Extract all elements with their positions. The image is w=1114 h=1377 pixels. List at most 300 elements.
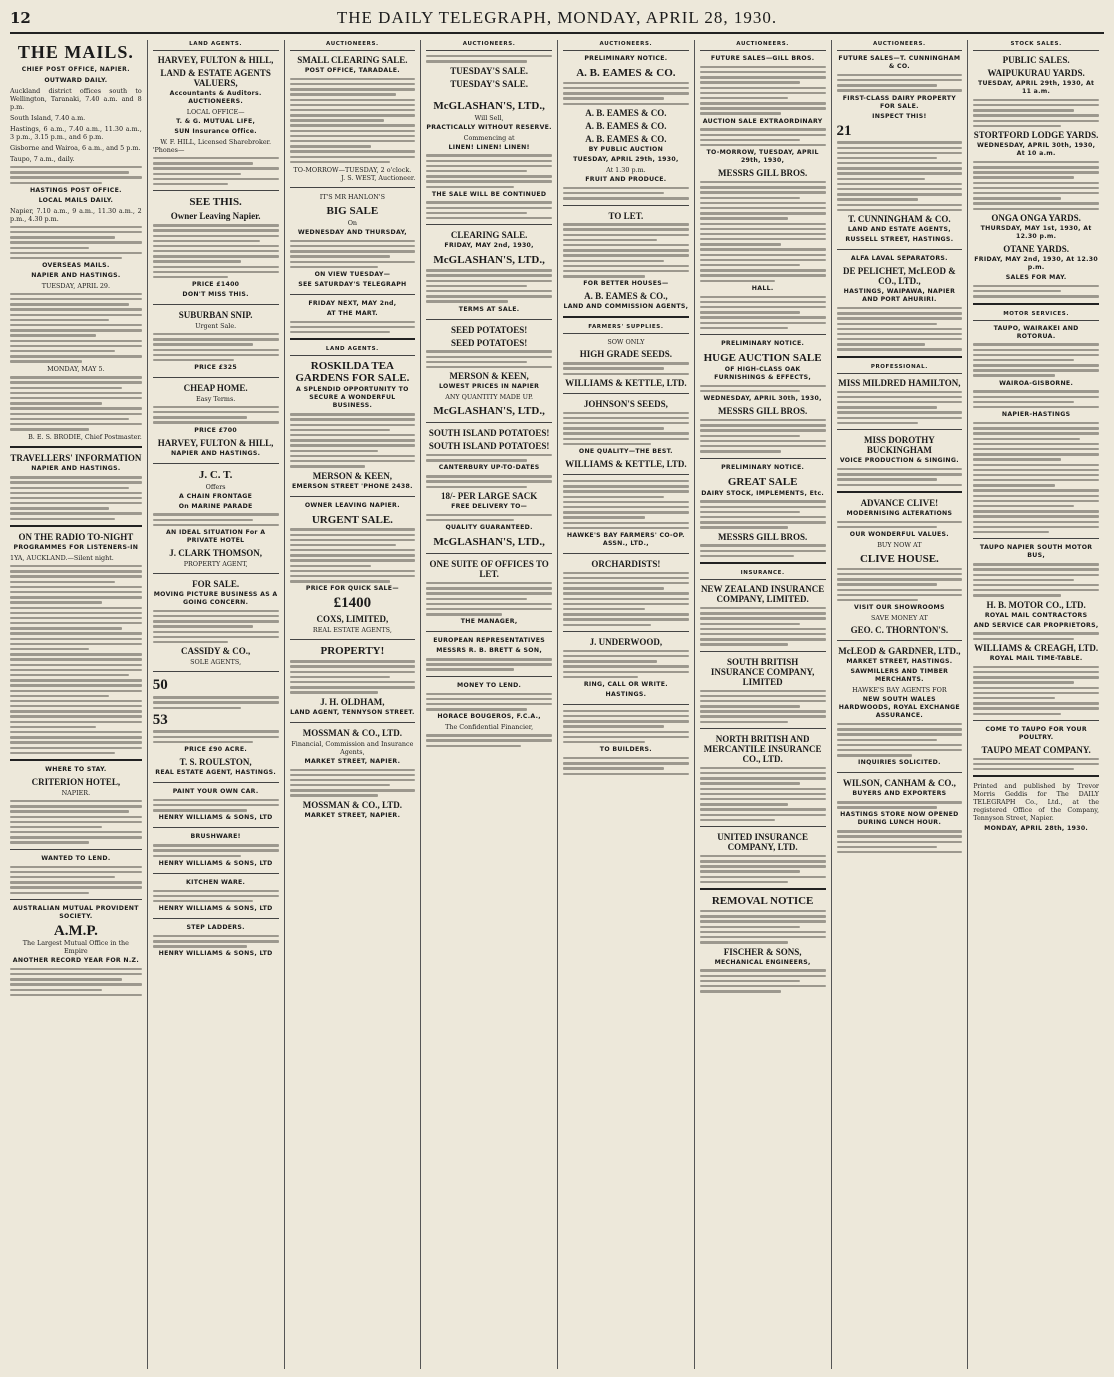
- outward-label: OUTWARD DAILY.: [44, 77, 108, 84]
- auction-extraordinary: AUCTION SALE EXTRAORDINARY: [702, 117, 823, 125]
- text-block: [153, 890, 279, 903]
- text-block: [153, 157, 279, 185]
- text-block: [973, 390, 1099, 408]
- text-block: [153, 730, 279, 743]
- radio-line: 1YA, AUCKLAND.—Silent night.: [10, 554, 114, 563]
- text-block: [563, 82, 689, 105]
- date-line: MONDAY, MAY 5.: [47, 365, 105, 374]
- text-block: [837, 521, 963, 529]
- text-block: [837, 74, 963, 92]
- post-office-taradale: POST OFFICE, TARADALE.: [304, 67, 400, 74]
- text-block: [290, 769, 416, 797]
- text-block: [700, 419, 826, 453]
- page-number: 12: [10, 9, 31, 27]
- tomorrow-date: TO-MORROW, TUESDAY, APRIL 29th, 1930,: [706, 149, 819, 165]
- price: PRICE £325: [194, 364, 237, 372]
- newspaper-title: THE DAILY TELEGRAPH, MONDAY, APRIL 28, 1930.: [336, 8, 778, 27]
- section-heading: AUCTIONEERS.: [290, 40, 416, 51]
- hall-label: HALL.: [751, 284, 774, 292]
- section-heading: AUCTIONEERS.: [426, 40, 552, 51]
- sales-for-may: SALES FOR MAY.: [1005, 274, 1067, 281]
- lowest-prices: LOWEST PRICES IN NAPIER: [439, 383, 540, 391]
- text-block: [837, 801, 963, 809]
- suburban-snip: SUBURBAN SNIP.: [178, 310, 253, 321]
- text-block: [153, 224, 279, 278]
- sale-date: THURSDAY, MAY 1st, 1930, At 12.30 p.m.: [980, 225, 1092, 240]
- text-block: [837, 723, 963, 757]
- firm-line: Accountants & Auditors. AUCTIONEERS.: [169, 90, 262, 105]
- text-block: [837, 391, 963, 425]
- brushware-heading: BRUSHWARE!: [190, 833, 241, 841]
- text-block: [563, 710, 689, 744]
- sole-agents: SOLE AGENTS,: [190, 658, 242, 667]
- small-clearing-sale: SMALL CLEARING SALE.: [297, 55, 408, 65]
- text-block: [973, 161, 1099, 210]
- on-view: ON VIEW TUESDAY—: [314, 270, 391, 278]
- section-heading: STOCK SALES.: [973, 40, 1099, 51]
- hb-motor-co: H. B. MOTOR CO., LTD.: [986, 599, 1086, 610]
- text-block: [700, 385, 826, 393]
- tomorrow-line: TO-MORROW—TUESDAY, 2 o'clock.: [293, 165, 412, 174]
- column-mails: [10, 40, 147, 1369]
- auctioneer-sign: J. S. WEST, Auctioneer.: [341, 173, 416, 182]
- high-grade-seeds: HIGH GRADE SEEDS.: [579, 349, 673, 360]
- thornton: GEO. C. THORNTON'S.: [850, 625, 949, 636]
- sun-insurance: SUN Insurance Office.: [174, 128, 257, 135]
- to-builders: TO BUILDERS.: [599, 746, 652, 754]
- text-block: [837, 568, 963, 602]
- text-block: [153, 935, 279, 948]
- text-block: [563, 362, 689, 375]
- agents-for: HAWKE'S BAY AGENTS FOR: [852, 686, 947, 695]
- text-block: [290, 413, 416, 467]
- voice-production: VOICE PRODUCTION & SINGING.: [839, 457, 959, 465]
- text-block: [426, 350, 552, 368]
- section-heading: FARMERS' SUPPLIES.: [563, 323, 689, 334]
- masthead: [10, 8, 1104, 34]
- hastings-label: HASTINGS.: [605, 690, 647, 698]
- abe-eames: A. B. EAMES & CO.: [585, 107, 667, 118]
- paint-heading: PAINT YOUR OWN CAR.: [172, 788, 259, 796]
- amp-logo: A.M.P.: [53, 922, 98, 939]
- mossman-address: MARKET STREET, NAPIER.: [304, 757, 401, 765]
- without-reserve: PRACTICALLY WITHOUT RESERVE.: [426, 123, 552, 131]
- text-block: [563, 572, 689, 626]
- price: PRICE £1400: [191, 281, 240, 289]
- text-block: [426, 693, 552, 711]
- cheap-home: CHEAP HOME.: [183, 383, 248, 394]
- tg-mutual: T. & G. MUTUAL LIFE,: [176, 118, 256, 125]
- imprint: Printed and published by Trevor Morris Geddis for The DAILY TELEGRAPH Co., Ltd., at the registered Office of the Company, Tennyson Street, Napier.: [973, 782, 1099, 823]
- section-heading: LAND AGENTS.: [153, 40, 279, 51]
- big-sale: BIG SALE: [326, 204, 379, 217]
- mail-line: Hastings, 6 a.m., 7.40 a.m., 11.30 a.m., 3 p.m., 3.15 p.m., and 6 p.m.: [10, 125, 142, 141]
- sale-continued: THE SALE WILL BE CONTINUED: [431, 190, 547, 198]
- text-block: [153, 610, 279, 644]
- mcglashans: McGLASHAN'S, LTD.,: [433, 405, 545, 418]
- text-block: [426, 475, 552, 488]
- see-this-heading: SEE THIS.: [189, 196, 242, 209]
- travellers-sub: NAPIER AND HASTINGS.: [31, 465, 121, 473]
- sale-date: FRIDAY, MAY 2nd, 1930,: [444, 242, 534, 250]
- taupo-bus: TAUPO NAPIER SOUTH MOTOR BUS,: [979, 544, 1093, 560]
- financier: The Confidential Financier,: [445, 723, 534, 732]
- overseas-mails-label: OVERSEAS MAILS.: [42, 262, 110, 270]
- jct-heading: J. C. T.: [198, 468, 233, 481]
- text-block: [700, 855, 826, 883]
- chain-frontage: A CHAIN FRONTAGE: [179, 492, 253, 500]
- clive-house: CLIVE HOUSE.: [859, 553, 939, 566]
- text-block: [290, 321, 416, 334]
- text-block: [426, 269, 552, 303]
- text-block: [700, 128, 826, 146]
- text-block: [290, 240, 416, 268]
- oldham-line: LAND AGENT, TENNYSON STREET.: [290, 708, 415, 716]
- kitchen-heading: KITCHEN WARE.: [186, 878, 246, 886]
- local-office-label: LOCAL OFFICE—: [186, 108, 245, 116]
- henry-williams: HENRY WILLIAMS & SONS, LTD: [158, 950, 273, 958]
- come-to-taupo: COME TO TAUPO FOR YOUR POULTRY.: [985, 725, 1087, 741]
- urgent-sale: Urgent Sale.: [195, 322, 237, 331]
- text-block: [563, 223, 689, 277]
- timetable: ROYAL MAIL TIME-TABLE.: [989, 655, 1083, 663]
- mail-line: Gisborne and Wairoa, 6 a.m., and 5 p.m.: [10, 144, 141, 152]
- roulston-line: REAL ESTATE AGENT, HASTINGS.: [155, 769, 276, 777]
- section-heading: AUCTIONEERS.: [700, 40, 826, 51]
- ideal-situation: AN IDEAL SITUATION For A PRIVATE HOTEL: [165, 529, 266, 545]
- coxs-line: REAL ESTATE AGENTS,: [312, 626, 392, 635]
- to-let: TO LET.: [608, 210, 644, 221]
- wed-date: WEDNESDAY, APRIL 30th, 1930,: [703, 395, 822, 403]
- stortford-lodge: STORTFORD LODGE YARDS.: [973, 130, 1099, 141]
- firm-line: NAPIER AND HASTINGS.: [171, 449, 261, 457]
- firm-name: HARVEY, FULTON & HILL,: [157, 55, 274, 65]
- owner-leaving: OWNER LEAVING NAPIER.: [304, 501, 400, 509]
- onga-onga-yards: ONGA ONGA YARDS.: [991, 213, 1081, 223]
- auction-time: At 1.30 p.m.: [606, 165, 646, 174]
- text-block: [563, 187, 689, 200]
- property-heading: PROPERTY!: [320, 645, 385, 658]
- text-block: [10, 800, 142, 844]
- offers-label: Offers: [205, 482, 226, 491]
- text-block: [700, 181, 826, 282]
- preliminary-notice: PRELIMINARY NOTICE.: [721, 340, 805, 348]
- wilson-canham: WILSON, CANHAM & CO.,: [842, 778, 956, 789]
- text-block: [153, 513, 279, 526]
- sharebroker: W. F. HILL, Licensed Sharebroker.: [160, 138, 272, 146]
- section-heading: INSURANCE.: [700, 569, 826, 580]
- south-island-potatoes: SOUTH ISLAND POTATOES!: [428, 441, 550, 452]
- great-sale: GREAT SALE: [727, 475, 798, 488]
- mail-line: Taupo, 7 a.m., daily.: [10, 155, 75, 163]
- text-block: [10, 866, 142, 894]
- text-block: [700, 969, 826, 992]
- text-block: [153, 799, 279, 812]
- abe-eames: A. B. EAMES & CO.: [576, 67, 676, 79]
- merson-keen: MERSON & KEEN,: [449, 371, 529, 382]
- ring-call-write: RING, CALL OR WRITE.: [583, 680, 668, 688]
- text-block: [290, 660, 416, 694]
- the-manager: THE MANAGER,: [460, 618, 518, 626]
- north-british: NORTH BRITISH AND MERCANTILE INSURANCE CO., LTD.: [703, 734, 822, 765]
- clark-thomson: J. CLARK THOMSON,: [169, 548, 263, 559]
- text-block: [153, 844, 279, 857]
- mildred-hamilton: MISS MILDRED HAMILTON,: [838, 377, 961, 388]
- european-reps: EUROPEAN REPRESENTATIVES: [433, 637, 546, 645]
- acres-50: 50: [152, 677, 168, 694]
- imprint-date: MONDAY, APRIL 28th, 1930.: [984, 825, 1089, 833]
- on-label: On: [347, 218, 358, 227]
- step-ladders-heading: STEP LADDERS.: [186, 924, 245, 932]
- johnsons-seeds: JOHNSON'S SEEDS,: [583, 398, 668, 409]
- russell-street: RUSSELL STREET, HASTINGS.: [845, 236, 954, 244]
- text-block: [700, 767, 826, 821]
- south-british: SOUTH BRITISH INSURANCE COMPANY, LIMITED: [710, 656, 815, 687]
- underwood: J. UNDERWOOD,: [589, 636, 663, 647]
- henry-williams: HENRY WILLIAMS & SONS, LTD: [158, 905, 273, 913]
- removal-notice: REMOVAL NOTICE: [711, 895, 814, 908]
- preliminary-notice: PRELIMINARY NOTICE.: [721, 463, 805, 471]
- text-block: [153, 696, 279, 709]
- text-block: [426, 454, 552, 462]
- dairy-property: FIRST-CLASS DAIRY PROPERTY FOR SALE.: [842, 94, 957, 110]
- column-auctioneers-1: [284, 40, 421, 1369]
- hastings-po-label: HASTINGS POST OFFICE.: [29, 186, 122, 194]
- sawmillers: SAWMILLERS AND TIMBER MERCHANTS.: [850, 668, 949, 684]
- text-block: [426, 55, 552, 63]
- text-block: [973, 422, 1099, 533]
- radio-sub: PROGRAMMES FOR LISTENERS-IN: [13, 544, 139, 552]
- text-block: [837, 468, 963, 486]
- taupo-wairakei: TAUPO, WAIRAKEI AND ROTORUA.: [993, 324, 1079, 340]
- mails-subtitle: CHIEF POST OFFICE, NAPIER.: [21, 66, 130, 73]
- mail-line: Auckland district offices south to Wellington, Taranaki, 7.40 a.m. and 8 p.m.: [10, 87, 142, 111]
- sale-days: WEDNESDAY AND THURSDAY,: [297, 228, 407, 236]
- section-heading: AUCTIONEERS.: [563, 40, 689, 51]
- store-opened: HASTINGS STORE NOW OPENED DURING LUNCH HOUR.: [840, 811, 959, 827]
- cunningham: T. CUNNINGHAM & CO.: [848, 214, 951, 225]
- orchardists: ORCHARDISTS!: [591, 558, 661, 569]
- fischer-sons: FISCHER & SONS,: [723, 946, 802, 957]
- easy-terms: Easy Terms.: [195, 395, 236, 404]
- for-sale-heading: FOR SALE.: [192, 579, 240, 590]
- market-street: MARKET STREET, HASTINGS.: [846, 658, 953, 666]
- text-block: [426, 201, 552, 219]
- text-block: [10, 476, 142, 520]
- price-amount: £1400: [333, 595, 372, 612]
- text-block: [973, 99, 1099, 127]
- marine-parade: On MARINE PARADE: [178, 502, 253, 510]
- price-label: PRICE FOR QUICK SALE—: [305, 585, 399, 593]
- hotel-town: NAPIER.: [61, 789, 91, 798]
- future-sales: FUTURE SALES—GILL BROS.: [710, 55, 815, 62]
- at-the-mart: AT THE MART.: [326, 309, 378, 317]
- huge-auction-sale: HUGE AUCTION SALE: [703, 352, 822, 365]
- visit-showrooms: VISIT OUR SHOWROOMS: [854, 604, 945, 612]
- merson-address: EMERSON STREET 'PHONE 2438.: [291, 482, 413, 490]
- service-car: AND SERVICE CAR PROPRIETORS,: [973, 621, 1099, 629]
- nsw-hardwoods: NEW SOUTH WALES HARDWOODS, ROYAL EXCHANGE ASSURANCE.: [838, 696, 960, 720]
- commencing: Commencing at: [463, 133, 515, 142]
- inspect-this: INSPECT THIS!: [872, 112, 927, 120]
- column-auctioneers-3: [557, 40, 694, 1369]
- see-saturday: SEE SATURDAY'S TELEGRAPH: [298, 280, 407, 288]
- williams-kettle: WILLIAMS & KETTLE, LTD.: [565, 459, 687, 470]
- cassidy-co: CASSIDY & CO.,: [181, 646, 251, 657]
- text-block: [837, 830, 963, 853]
- text-block: [837, 141, 963, 211]
- royal-mail: ROYAL MAIL CONTRACTORS: [984, 611, 1088, 619]
- merson-keen: MERSON & KEEN,: [312, 470, 392, 481]
- text-block: [700, 690, 826, 724]
- sale-date: TUESDAY, APRIL 29th, 1930, At 11 a.m.: [977, 80, 1095, 95]
- text-block: [973, 563, 1099, 597]
- column-land-agents: [147, 40, 284, 1369]
- acres-53: 53: [152, 711, 168, 728]
- property-agent: PROPERTY AGENT,: [183, 560, 248, 569]
- section-heading: PROFESSIONAL.: [837, 363, 963, 374]
- terms-at-sale: TERMS AT SALE.: [458, 305, 520, 313]
- pelichet-towns: HASTINGS, WAIPAWA, NAPIER AND PORT AHURIRI.: [843, 288, 956, 304]
- by-public-auction: BY PUBLIC AUCTION: [588, 145, 664, 153]
- any-quantity: ANY QUANTITY MADE UP.: [445, 393, 534, 402]
- seed-potatoes: SEED POTATOES!: [450, 337, 528, 348]
- future-sales: FUTURE SALES—T. CUNNINGHAM & CO.: [838, 55, 961, 70]
- text-block: [10, 293, 142, 363]
- firm-line: LAND & ESTATE AGENTS VALUERS,: [160, 68, 271, 88]
- oak-furnishings: OF HIGH-CLASS OAK FURNISHINGS & EFFECTS,: [714, 366, 812, 382]
- date-line: TUESDAY, APRIL 29.: [41, 282, 111, 291]
- sale-date: WEDNESDAY, APRIL 30th, 1930, At 10 a.m.: [976, 142, 1096, 158]
- mcglashans: McGLASHAN'S, LTD.,: [433, 254, 545, 267]
- henry-williams: HENRY WILLIAMS & SONS, LTD: [158, 814, 273, 822]
- radio-heading: ON THE RADIO TO-NIGHT: [18, 532, 134, 543]
- text-block: [700, 910, 826, 944]
- friday-next: FRIDAY NEXT, MAY 2nd,: [308, 299, 397, 307]
- coxs-limited: COXS, LIMITED,: [316, 614, 389, 625]
- price: PRICE £90 ACRE.: [184, 746, 247, 754]
- sow-only: SOW ONLY: [607, 338, 645, 347]
- buyers-exporters: BUYERS AND EXPORTERS: [852, 790, 947, 798]
- hawkes-bay-farmers: HAWKE'S BAY FARMERS' CO-OP. ASSN., LTD.,: [566, 531, 685, 547]
- south-island-potatoes: SOUTH ISLAND POTATOES!: [428, 428, 550, 439]
- splendid-opportunity: A SPLENDID OPPORTUNITY TO SECURE A WONDERFUL BUSINESS.: [296, 386, 409, 410]
- local-mails-label: LOCAL MAILS DAILY.: [38, 196, 114, 204]
- text-block: [290, 528, 416, 582]
- text-block: [563, 480, 689, 529]
- abe-eames: A. B. EAMES & CO.: [585, 120, 667, 131]
- mail-line: Napier, 7.10 a.m., 9 a.m., 11.30 a.m., 2 p.m., 4.30 p.m.: [10, 206, 142, 223]
- column-auctioneers-5: [831, 40, 968, 1369]
- napier-hastings-label: NAPIER AND HASTINGS.: [31, 272, 121, 280]
- text-block: [837, 307, 963, 351]
- section-heading: LAND AGENTS.: [290, 345, 416, 356]
- linen: LINEN! LINEN! LINEN!: [448, 143, 530, 151]
- mails-title: THE MAILS.: [17, 42, 134, 62]
- text-block: [426, 734, 552, 747]
- abe-eames: A. B. EAMES & CO.: [585, 133, 667, 144]
- text-block: [700, 500, 826, 528]
- text-block: [563, 757, 689, 775]
- sale-date: FRIDAY, MAY 2nd, 1930, At 12.30 p.m.: [974, 256, 1098, 271]
- column-auctioneers-4: [694, 40, 831, 1369]
- mossman: MOSSMAN & CO., LTD.: [302, 799, 402, 810]
- taupo-meat: TAUPO MEAT COMPANY.: [981, 744, 1091, 755]
- mossman-address: MARKET STREET, NAPIER.: [304, 811, 401, 819]
- nz-insurance: NEW ZEALAND INSURANCE COMPANY, LIMITED.: [700, 584, 825, 605]
- united-insurance: UNITED INSURANCE COMPANY, LTD.: [717, 832, 808, 853]
- wonderful-values: OUR WONDERFUL VALUES.: [849, 531, 949, 539]
- where-to-stay-label: WHERE TO STAY.: [45, 766, 107, 774]
- text-block: [426, 658, 552, 671]
- amp-record: ANOTHER RECORD YEAR FOR N.Z.: [12, 956, 139, 964]
- amp-heading: AUSTRALIAN MUTUAL PROVIDENT SOCIETY.: [13, 904, 139, 920]
- williams-kettle: WILLIAMS & KETTLE, LTD.: [565, 377, 687, 388]
- wairoa-gisborne: WAIROA-GISBORNE.: [999, 379, 1074, 387]
- text-block: [290, 78, 416, 163]
- mcleod-gardner: McLEOD & GARDNER, LTD.,: [838, 646, 961, 657]
- oldham: J. H. OLDHAM,: [320, 696, 385, 707]
- mcglashans: McGLASHAN'S, LTD.,: [433, 99, 545, 112]
- mossman-line: Financial, Commission and Insurance Agents,: [291, 739, 414, 756]
- text-block: [10, 376, 142, 430]
- wanted-label: WANTED TO LEND.: [41, 854, 111, 862]
- alfa-laval: ALFA LAVAL SEPARATORS.: [850, 255, 948, 263]
- dont-miss: DON'T MISS THIS.: [182, 291, 249, 299]
- moving-picture: MOVING PICTURE BUSINESS AS A GOING CONCERN.: [153, 591, 278, 607]
- napier-hastings: NAPIER-HASTINGS: [1001, 411, 1071, 419]
- roulston: T. S. ROULSTON,: [179, 757, 252, 768]
- text-block: [426, 582, 552, 616]
- text-block: [700, 296, 826, 330]
- waipukurau-yards: WAIPUKURAU YARDS.: [987, 68, 1085, 78]
- acres-21: 21: [836, 122, 852, 139]
- will-sell: Will Sell,: [474, 113, 504, 122]
- auction-date: TUESDAY, APRIL 29th, 1930,: [573, 155, 679, 163]
- urgent-sale: URGENT SALE.: [311, 513, 393, 526]
- hanlon-line: IT'S MR HANLON'S: [319, 192, 386, 201]
- text-block: [973, 285, 1099, 298]
- text-block: [10, 226, 142, 260]
- preliminary-notice: PRELIMINARY NOTICE.: [584, 55, 668, 62]
- one-quality: ONE QUALITY—THE BEST.: [578, 448, 673, 456]
- roskilda-heading: ROSKILDA TEA GARDENS FOR SALE.: [295, 360, 410, 385]
- buy-now: BUY NOW AT: [877, 541, 922, 550]
- travellers-heading: TRAVELLERS' INFORMATION: [10, 453, 142, 464]
- money-to-lend: MONEY TO LEND.: [457, 681, 522, 689]
- text-block: [973, 632, 1099, 640]
- quality-guaranteed: QUALITY GUARANTEED.: [445, 524, 533, 532]
- text-block: [973, 343, 1099, 377]
- advance-clive: ADVANCE CLIVE!: [860, 497, 939, 508]
- free-delivery: FREE DELIVERY TO—: [451, 503, 528, 511]
- gill-bros: MESSRS GILL BROS.: [717, 168, 808, 179]
- brett-son: MESSRS R. B. BRETT & SON,: [436, 647, 542, 655]
- horace-bougeros: HORACE BOUGEROS, F.C.A.,: [437, 713, 541, 721]
- land-estate: LAND AND ESTATE AGENTS,: [847, 226, 951, 234]
- amp-tagline: The Largest Mutual Office in the Empire: [22, 938, 129, 955]
- text-block: [153, 406, 279, 424]
- section-heading: AUCTIONEERS.: [837, 40, 963, 51]
- price: PRICE £700: [194, 426, 237, 434]
- henry-williams: HENRY WILLIAMS & SONS, LTD: [158, 859, 273, 867]
- otane-yards: OTANE YARDS.: [1003, 244, 1069, 254]
- canterbury: CANTERBURY UP-TO-DATES: [438, 464, 540, 472]
- text-block: [426, 154, 552, 188]
- phones-label: 'Phones—: [152, 146, 185, 154]
- text-block: [700, 544, 826, 557]
- better-houses: FOR BETTER HOUSES—: [583, 280, 669, 288]
